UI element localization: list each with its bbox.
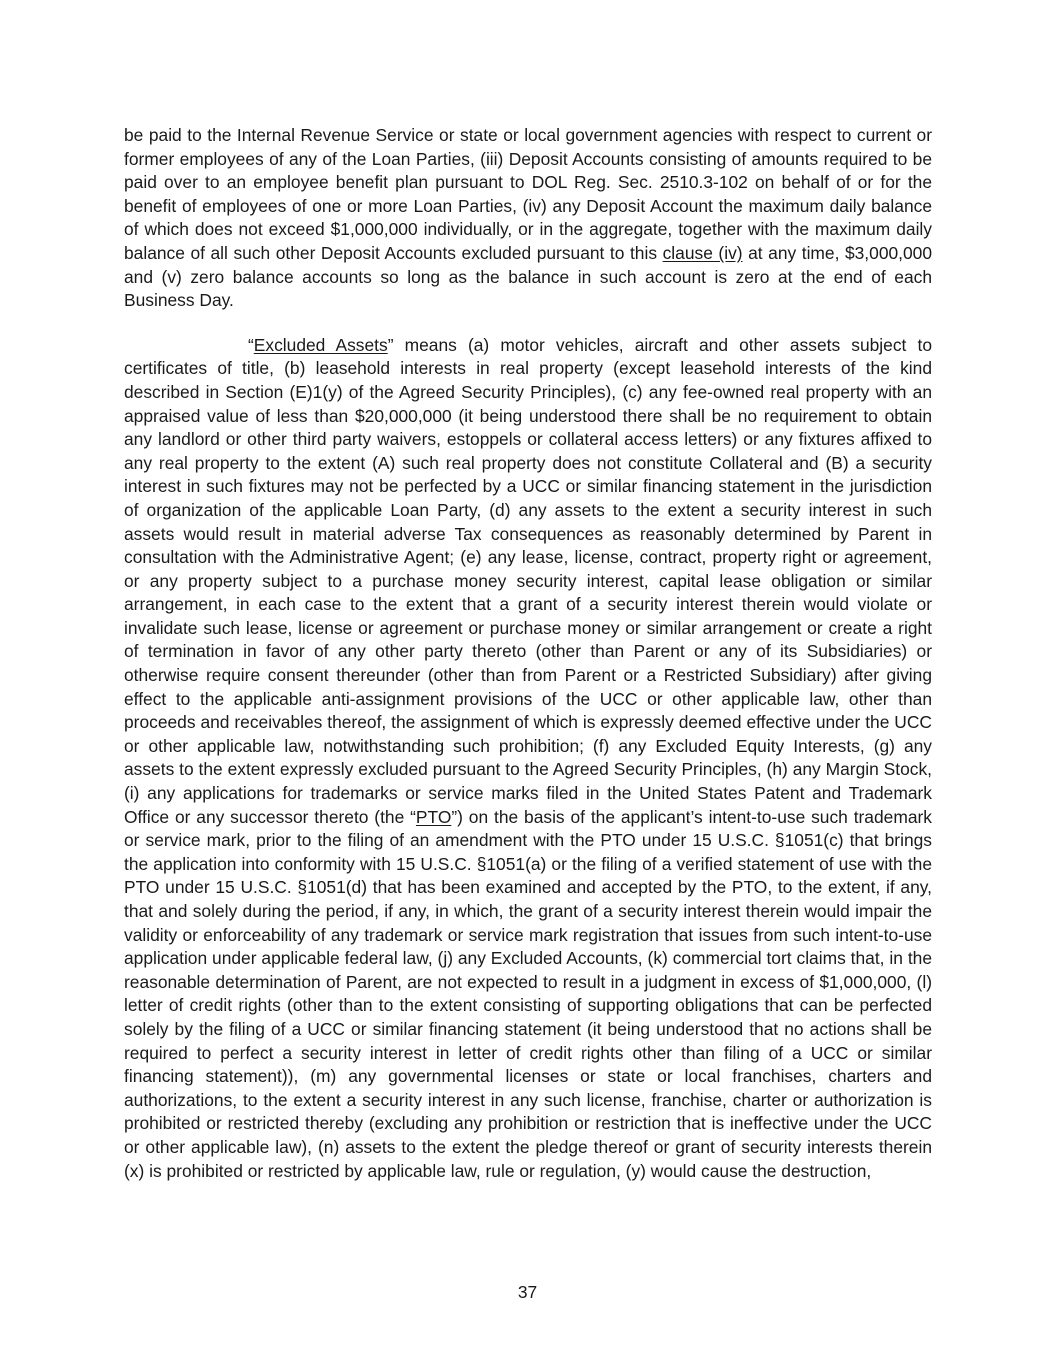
defined-term-pto: PTO (415, 806, 452, 827)
page-number: 37 (517, 1282, 538, 1302)
paragraph-1-text-a: be paid to the Internal Revenue Service or state or local government agencies with respect to current or former employees of any of the Loan Parties, (iii) Deposit Accounts consisting of amounts required to be paid over to an employee benefit plan pursuant to DOL Reg. Sec. 2510.3-102 on behalf of or for the benefit of employees of one or more Loan Parties, (iv) any Deposit Account the maximum daily balance of which does not exceed $1,000,000 individually, or in the aggregate, together with the maximum daily balance of all such other Deposit Accounts excluded pursuant to this (124, 125, 932, 263)
paragraph-excluded-assets (124, 334, 932, 1183)
paragraph-1-text-b: at any time, $3,000,000 and (v) zero balance accounts so long as the balance in such account is zero at the end of each Business Day. (124, 242, 933, 311)
paragraph-2-text-a: ” means (a) motor vehicles, aircraft and other assets subject to certificates of title, (b) leasehold interests in real property (except leasehold interests of the kind described in Section (E)1(y) of the Agreed Security Principles), (c) any fee-owned real property with an appraised value of less than $20,000,000 (it being understood there shall be no requirement to obtain any landlord or other third party waivers, estoppels or collateral access letters) or any fixtures affixed to any real property to the extent (A) such real property does not constitute Collateral and (B) a security interest in such fixtures may not be perfected by a UCC or similar financing statement in the jurisdiction of organization of the applicable Loan Party, (d) any assets to the extent a security interest in such assets would result in material adverse Tax consequences as reasonably determined by Parent in consultation with the Administrative Agent; (e) any lease, license, contract, property right or agreement, or any property subject to a purchase money security interest, capital lease obligation or similar arrangement, in each case to the extent that a grant of a security interest therein would violate or invalidate such lease, license or agreement or purchase money or similar arrangement or create a right of termination in favor of any other party thereto (other than Parent or any of its Subsidiaries) or otherwise require consent thereunder (other than from Parent or a Restricted Subsidiary) after giving effect to the applicable anti-assignment provisions of the UCC or other applicable law, other than proceeds and receivables thereof, the assignment of which is expressly deemed effective under the UCC or other applicable law, notwithstanding such prohibition; (f) any Excluded Equity Interests, (g) any assets to the extent expressly excluded pursuant to the Agreed Security Principles, (h) any Margin Stock, (i) any applications for trademarks or service marks filed in the United States Patent and Trademark Office or any successor thereto (the “ (124, 334, 932, 827)
clause-iv-reference: clause (iv) (662, 242, 743, 263)
paragraph-2-text-b: ”) on the basis of the applicant’s intent-to-use such trademark or service mark, prior to the filing of an amendment with the PTO under 15 U.S.C. §1051(c) that brings the application into conformity with 15 U.S.C. §1051(a) or the filing of a verified statement of use with the PTO under 15 U.S.C. §1051(d) that has been examined and accepted by the PTO, to the extent, if any, that and solely during the period, if any, in which, the grant of a security interest therein would impair the validity or enforceability of any trademark or service mark registration that issues from such intent-to-use application under applicable federal law, (j) any Excluded Accounts, (k) commercial tort claims that, in the reasonable determination of Parent, are not expected to result in a judgment in excess of $1,000,000, (l) letter of credit rights (other than to the extent consisting of supporting obligations that can be perfected solely by the filing of a UCC or similar financing statement (it being understood that no actions shall be required to perfect a security interest in letter of credit rights other than filing of a UCC or similar financing statement)), (m) any governmental licenses or state or local franchises, charters and authorizations, to the extent a security interest in any such license, franchise, charter or authorization is prohibited or restricted thereby (excluding any prohibition or restriction that is ineffective under the UCC or other applicable law), (n) assets to the extent the pledge thereof or grant of security interests therein (x) is prohibited or restricted by applicable law, rule or regulation, (y) would cause the destruction, (124, 806, 932, 1181)
defined-term-excluded-assets: Excluded Assets (253, 334, 388, 355)
document-body (124, 124, 932, 1183)
open-quote: “ (248, 334, 254, 355)
paragraph-deposit-accounts (124, 124, 932, 313)
